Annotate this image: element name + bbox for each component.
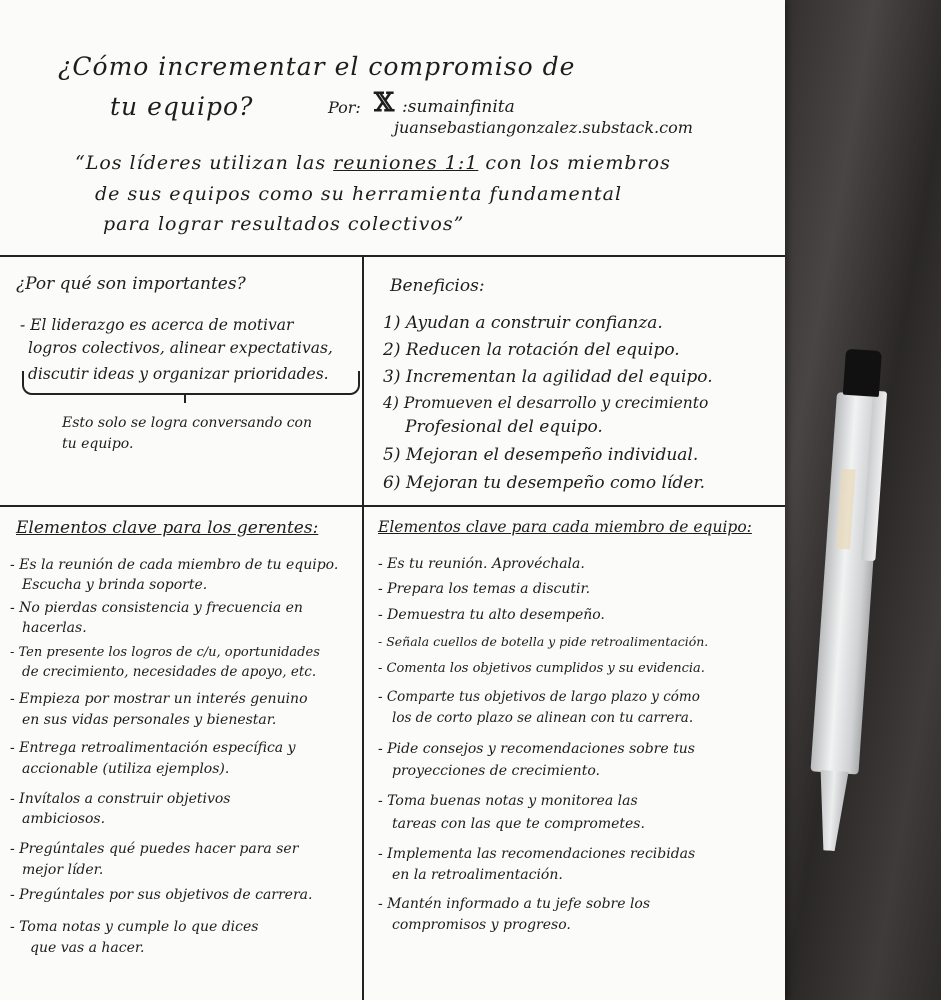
- manager-item: - Pregúntales por sus objetivos de carrera.: [10, 887, 313, 903]
- manager-item-continuation: de crecimiento, necesidades de apoyo, etc.: [22, 664, 317, 680]
- benefits-heading: Beneficios:: [390, 276, 485, 296]
- member-item-continuation: proyecciones de crecimiento.: [392, 763, 600, 779]
- benefit-item: 4) Promueven el desarrollo y crecimiento: [383, 394, 709, 412]
- divider-horizontal-top: [0, 255, 785, 257]
- pen-tip: [815, 770, 849, 852]
- brace-tip: [184, 393, 186, 403]
- benefit-item: 3) Incrementan la agilidad del equipo.: [383, 367, 713, 387]
- manager-item-continuation: ambiciosos.: [22, 811, 106, 827]
- quote-line-2: de sus equipos como su herramienta fundamental: [95, 183, 623, 205]
- manager-item-continuation: accionable (utiliza ejemplos).: [22, 761, 230, 777]
- member-item-continuation: tareas con las que te comprometes.: [392, 816, 645, 832]
- author-by-label: Por:: [328, 98, 361, 117]
- member-item-continuation: en la retroalimentación.: [392, 867, 563, 883]
- member-item: - Mantén informado a tu jefe sobre los: [378, 896, 651, 912]
- managers-heading: Elementos clave para los gerentes:: [16, 518, 319, 538]
- quote-text-post: con los miembros: [478, 152, 671, 174]
- manager-item: - Ten presente los logros de c/u, oportunidades: [10, 645, 320, 660]
- member-item-continuation: los de corto plazo se alinean con tu carrera.: [392, 710, 694, 726]
- manager-item: - Es la reunión de cada miembro de tu equipo.: [10, 557, 339, 573]
- quote-underlined-text: reuniones 1:1: [333, 152, 479, 174]
- manager-item-continuation: Escucha y brinda soporte.: [22, 577, 208, 593]
- member-item: - Comparte tus objetivos de largo plazo y cómo: [378, 689, 700, 705]
- manager-item: - Toma notas y cumple lo que dices: [10, 919, 259, 935]
- manager-item-continuation: en sus vidas personales y bienestar.: [22, 712, 277, 728]
- author-url: juansebastiangonzalez.substack.com: [394, 118, 693, 137]
- divider-horizontal-middle: [0, 505, 785, 507]
- member-item: - Demuestra tu alto desempeño.: [378, 607, 605, 623]
- quote-line-3: para lograr resultados colectivos”: [103, 213, 465, 235]
- divider-vertical: [362, 255, 364, 1000]
- author-handle: :sumainfinita: [402, 97, 515, 117]
- quote-text-pre: “Los líderes utilizan las: [75, 152, 334, 174]
- benefit-item: 6) Mejoran tu desempeño como líder.: [383, 473, 705, 493]
- benefit-item: 1) Ayudan a construir confianza.: [383, 313, 663, 333]
- member-item: - Implementa las recomendaciones recibidas: [378, 846, 696, 862]
- title-line-2: tu equipo?: [110, 92, 254, 121]
- member-item: - Prepara los temas a discutir.: [378, 581, 591, 597]
- manager-item-continuation: que vas a hacer.: [30, 940, 145, 956]
- members-heading: Elementos clave para cada miembro de equipo:: [378, 518, 752, 536]
- x-logo-icon: 𝕏: [374, 88, 395, 118]
- curly-brace-icon: [22, 371, 360, 395]
- why-note-line-2: tu equipo.: [62, 436, 134, 452]
- why-line-1: - El liderazgo es acerca de motivar: [20, 316, 294, 334]
- benefit-item: 5) Mejoran el desempeño individual.: [383, 445, 699, 465]
- manager-item: - No pierdas consistencia y frecuencia en: [10, 600, 303, 616]
- manager-item: - Empieza por mostrar un interés genuino: [10, 691, 308, 707]
- pen-cap: [843, 349, 882, 397]
- why-heading: ¿Por qué son importantes?: [16, 274, 246, 294]
- member-item: - Comenta los objetivos cumplidos y su evidencia.: [378, 661, 705, 676]
- member-item: - Pide consejos y recomendaciones sobre tus: [378, 741, 695, 757]
- member-item: - Señala cuellos de botella y pide retroalimentación.: [378, 634, 709, 649]
- member-item: - Toma buenas notas y monitorea las: [378, 793, 638, 809]
- why-line-3: discutir ideas y organizar prioridades.: [28, 365, 329, 383]
- member-item-continuation: compromisos y progreso.: [392, 917, 571, 933]
- benefit-item: 2) Reducen la rotación del equipo.: [383, 340, 680, 360]
- why-note-line-1: Esto solo se logra conversando con: [62, 415, 313, 431]
- benefit-item-continuation: Profesional del equipo.: [405, 417, 603, 437]
- manager-item-continuation: hacerlas.: [22, 620, 87, 636]
- manager-item: - Pregúntales qué puedes hacer para ser: [10, 841, 299, 857]
- manager-item: - Invítalos a construir objetivos: [10, 791, 231, 807]
- manager-item: - Entrega retroalimentación específica y: [10, 740, 296, 756]
- why-line-2: logros colectivos, alinear expectativas,: [28, 339, 333, 357]
- quote-line-1: [75, 152, 765, 174]
- manager-item-continuation: mejor líder.: [22, 862, 104, 878]
- title-line-1: ¿Cómo incrementar el compromiso de: [58, 52, 576, 81]
- member-item: - Es tu reunión. Aprovéchala.: [378, 556, 585, 572]
